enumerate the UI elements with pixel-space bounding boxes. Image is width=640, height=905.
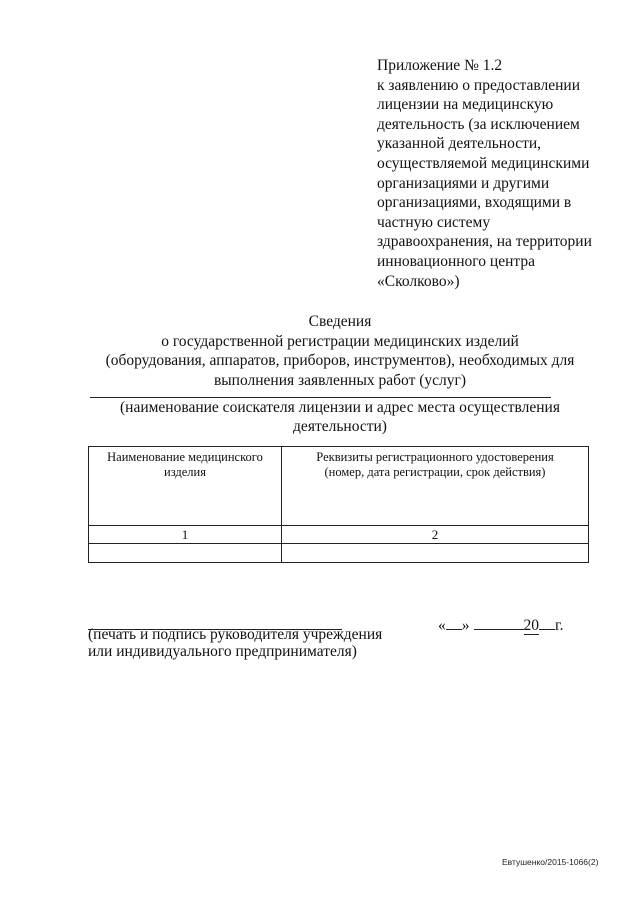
- appendix-line: организациями и другими: [377, 174, 550, 192]
- appendix-line: «Сколково»): [377, 272, 460, 290]
- appendix-line: частную систему: [377, 213, 491, 231]
- year-blank[interactable]: [539, 615, 555, 630]
- title-heading: Сведения: [308, 313, 372, 330]
- table-column-numbers-row: [89, 526, 589, 544]
- table-header-row: [89, 447, 589, 526]
- year-prefix: 20: [523, 617, 539, 634]
- date-open-quote: «: [438, 617, 446, 634]
- signature-caption: [88, 627, 382, 660]
- appendix-line: лицензии на медицинскую: [377, 96, 554, 114]
- day-blank[interactable]: [446, 615, 462, 630]
- table-row: [89, 544, 589, 563]
- column-number: 1: [89, 526, 282, 544]
- date-close-quote: »: [461, 617, 470, 634]
- signature-caption-line: или индивидуального предпринимателя): [88, 642, 357, 660]
- appendix-line: здравоохранения, на территории: [377, 233, 592, 251]
- appendix-line: организациями, входящими в: [377, 194, 572, 212]
- title-line: о государственной регистрации медицинских изделий: [161, 332, 519, 350]
- devices-table: [88, 446, 589, 563]
- applicant-blank-line: [90, 397, 551, 398]
- table-cell[interactable]: [89, 544, 282, 563]
- signature-caption-line: (печать и подпись руководителя учреждения: [88, 626, 383, 643]
- title-line: (оборудования, аппаратов, приборов, инструментов), необходимых для: [105, 352, 575, 370]
- applicant-caption-line: (наименование соискателя лицензии и адрес места осуществления: [119, 399, 560, 416]
- title-line: выполнения заявленных работ (услуг): [213, 371, 467, 389]
- appendix-note: [377, 56, 622, 291]
- table-cell[interactable]: [282, 544, 589, 563]
- header-registration-details: Реквизиты регистрационного удостоверения (номер, дата регистрации, срок действия): [282, 447, 589, 526]
- appendix-line: инновационного центра: [377, 252, 535, 270]
- appendix-line: осуществляемой медицинскими: [377, 154, 590, 172]
- applicant-caption-line: деятельности): [293, 417, 387, 435]
- year-suffix: г.: [555, 617, 564, 634]
- column-number: 2: [282, 526, 589, 544]
- appendix-line: указанной деятельности,: [377, 135, 542, 153]
- header-device-name: Наименование медицинского изделия: [89, 447, 282, 526]
- footer-code: Евтушенко/2015-1066(2): [502, 857, 599, 867]
- appendix-line: к заявлению о предоставлении: [377, 76, 581, 94]
- document-title: [60, 312, 620, 390]
- date-field: [438, 615, 563, 635]
- applicant-caption: [60, 399, 620, 436]
- appendix-line: деятельность (за исключением: [377, 115, 580, 133]
- month-blank[interactable]: [474, 615, 524, 630]
- appendix-line: Приложение № 1.2: [377, 57, 503, 74]
